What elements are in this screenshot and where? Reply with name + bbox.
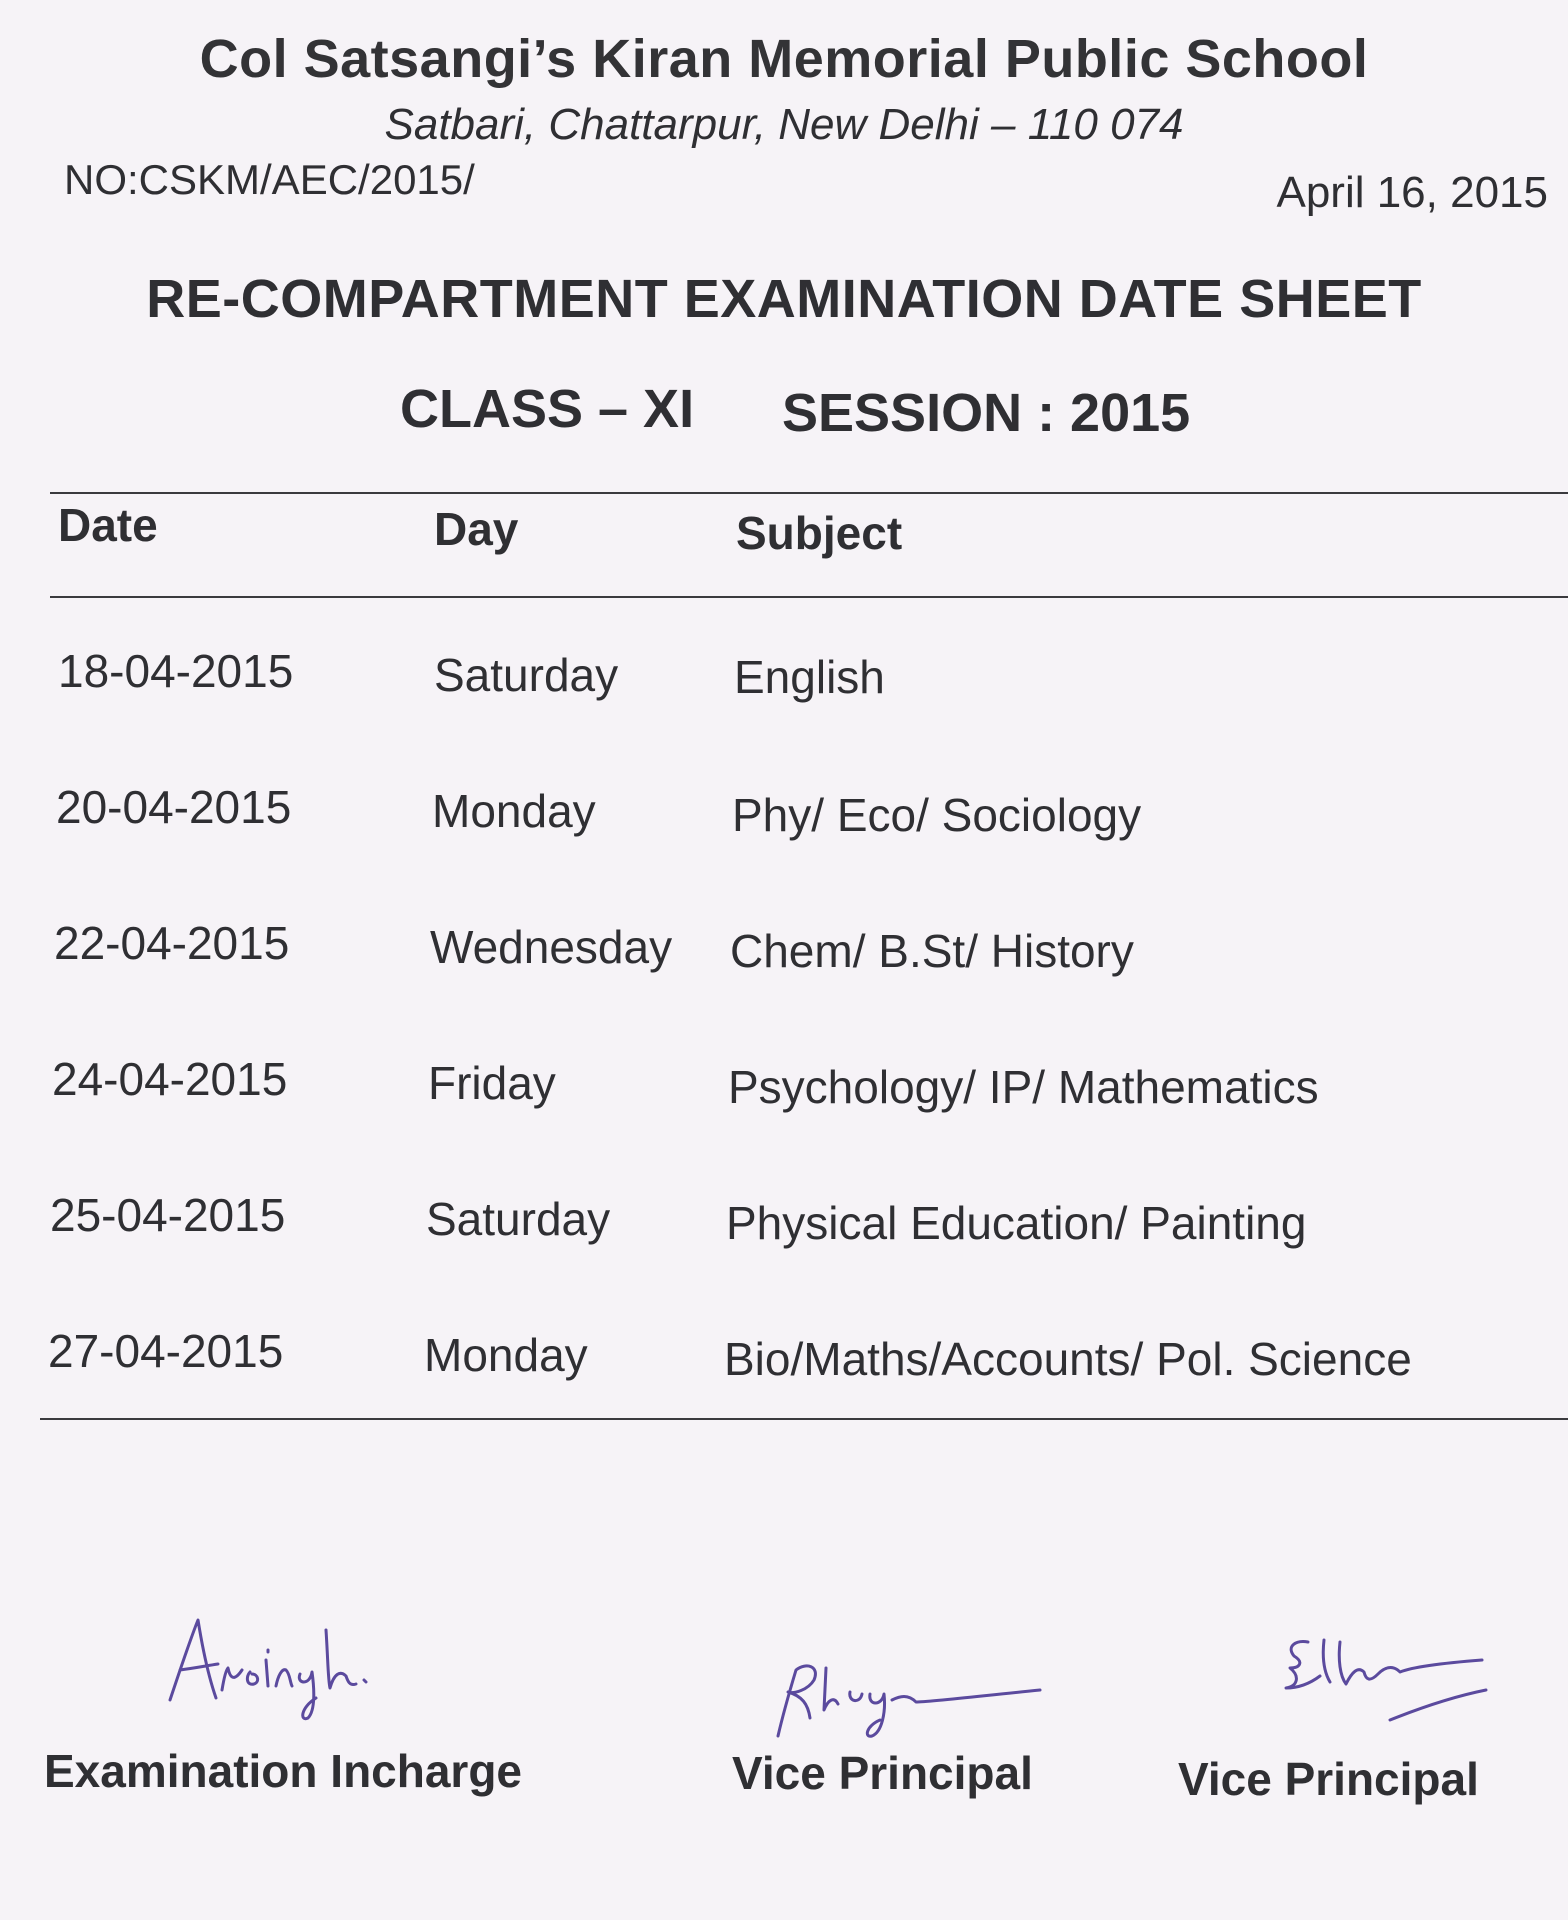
- school-name: Col Satsangi’s Kiran Memorial Public School: [199, 29, 1369, 89]
- table-cell-subject: Psychology/ IP/ Mathematics: [728, 1061, 1319, 1113]
- table-cell-day: Monday: [424, 1329, 588, 1381]
- table-cell-subject: English: [734, 651, 885, 703]
- table-cell-date: 18-04-2015: [58, 645, 294, 697]
- table-cell-date: 22-04-2015: [54, 917, 290, 969]
- exam-incharge-signature: [150, 1590, 420, 1740]
- column-header-date: Date: [58, 499, 158, 551]
- column-header-day: Day: [434, 503, 519, 555]
- table-cell-subject: Chem/ B.St/ History: [730, 925, 1134, 977]
- table-top-rule: [50, 492, 1568, 494]
- table-bottom-rule: [40, 1418, 1568, 1420]
- session-label: SESSION : 2015: [782, 383, 1191, 443]
- table-cell-day: Friday: [428, 1057, 556, 1109]
- sheet-title: RE-COMPARTMENT EXAMINATION DATE SHEET: [146, 269, 1422, 329]
- table-header-rule: [50, 596, 1568, 598]
- table-cell-date: 20-04-2015: [56, 781, 292, 833]
- exam-incharge-label: Examination Incharge: [44, 1745, 523, 1797]
- table-cell-day: Monday: [432, 785, 596, 837]
- table-cell-subject: Phy/ Eco/ Sociology: [732, 789, 1142, 841]
- reference-number: NO:CSKM/AEC/2015/: [64, 156, 475, 203]
- table-cell-subject: Bio/Maths/Accounts/ Pol. Science: [724, 1333, 1412, 1385]
- table-cell-day: Wednesday: [430, 921, 673, 973]
- table-cell-subject: Physical Education/ Painting: [726, 1197, 1307, 1249]
- vice-principal-1-label: Vice Principal: [732, 1747, 1033, 1799]
- table-cell-date: 24-04-2015: [52, 1053, 288, 1105]
- vice-principal-2-label: Vice Principal: [1178, 1753, 1479, 1805]
- table-cell-day: Saturday: [434, 649, 619, 701]
- document-date: April 16, 2015: [1276, 168, 1548, 217]
- school-address: Satbari, Chattarpur, New Delhi – 110 074: [384, 100, 1184, 149]
- vice-principal-2-signature: [1260, 1620, 1500, 1740]
- table-cell-date: 27-04-2015: [48, 1325, 284, 1377]
- table-cell-day: Saturday: [426, 1193, 611, 1245]
- class-label: CLASS – XI: [400, 379, 695, 439]
- column-header-subject: Subject: [736, 507, 903, 559]
- table-cell-date: 25-04-2015: [50, 1189, 286, 1241]
- vice-principal-1-signature: [750, 1640, 1050, 1750]
